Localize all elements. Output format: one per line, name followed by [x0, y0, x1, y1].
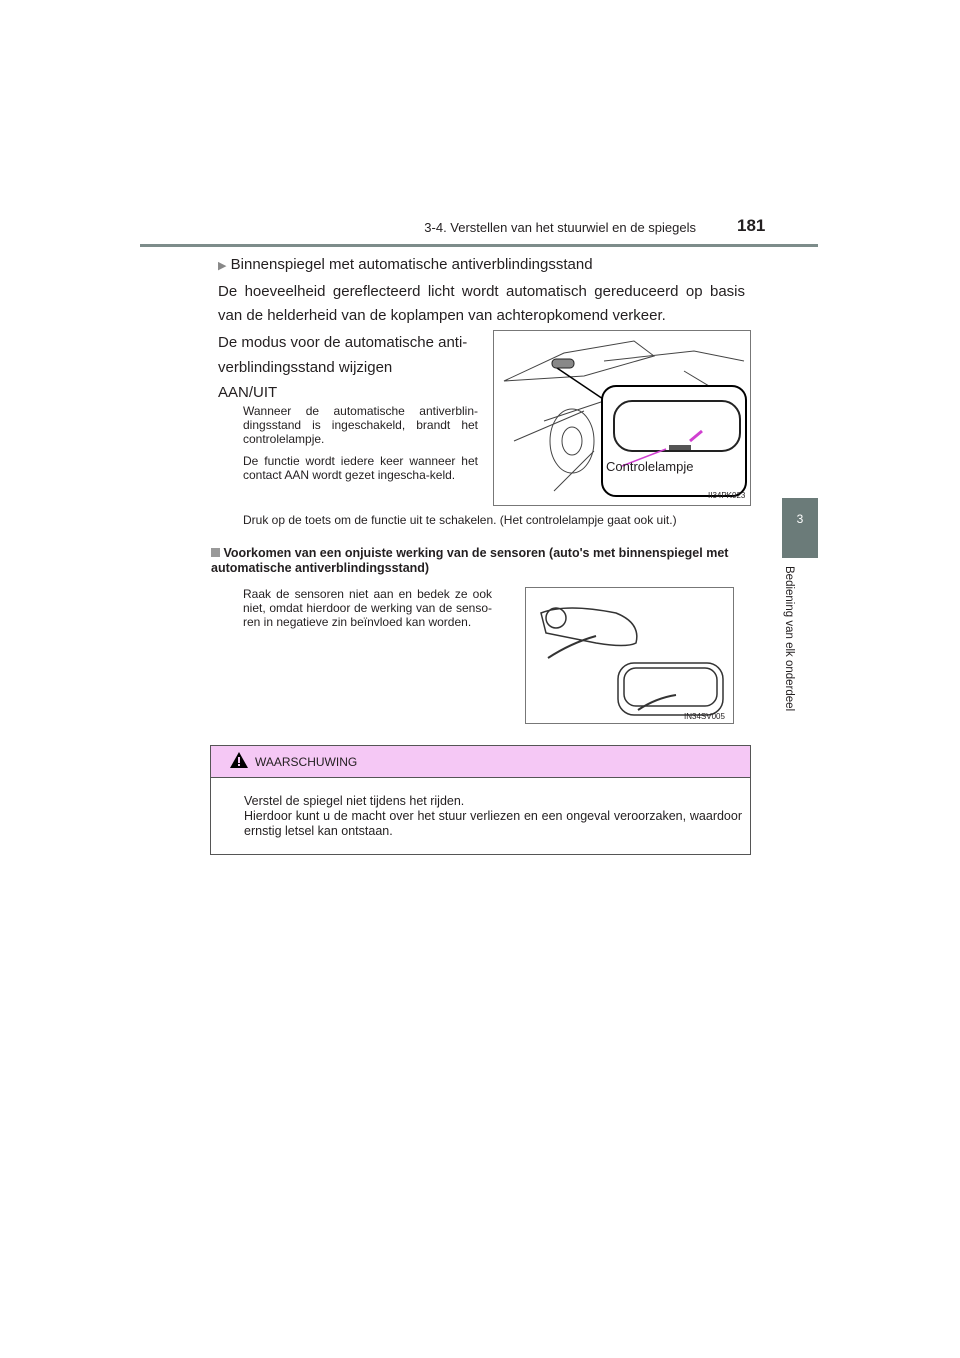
- onoff-label: AAN/UIT: [218, 384, 278, 401]
- chapter-label: Bediening van elk onderdeel: [783, 566, 795, 712]
- triangle-bullet-icon: ▶: [218, 260, 227, 272]
- figure-dashboard-mirror: [493, 330, 751, 506]
- warning-header: [211, 746, 750, 778]
- warning-triangle-icon: [229, 751, 249, 772]
- note-2: De functie wordt iedere keer wanneer het contact AAN wordt gezet ingescha-keld.: [243, 454, 478, 482]
- warning-line-1: Verstel de spiegel niet tijdens het rijden.: [244, 794, 465, 808]
- dashboard-illustration: [494, 331, 750, 505]
- mirror-sensors-illustration: [526, 588, 733, 723]
- header-rule: [140, 244, 818, 247]
- intro-paragraph: De hoeveelheid gereflecteerd licht wordt automatisch gereduceerd op basis van de helderheid van de koplampen van achteropkomend verkeer.: [218, 283, 745, 324]
- mode-line-2: verblindingsstand wijzigen: [218, 359, 393, 376]
- warning-title: WAARSCHUWING: [255, 754, 358, 769]
- chapter-tab: 3: [782, 498, 818, 558]
- figure-mirror-sensors: [525, 587, 734, 724]
- subheading-text: Binnenspiegel met automatische antiverblindingsstand: [230, 256, 593, 273]
- section-heading: [211, 546, 751, 576]
- figure-code: IN34SV005: [684, 712, 725, 721]
- callout-label: Controlelampje: [606, 459, 694, 474]
- square-bullet-icon: [211, 548, 220, 557]
- note-1: Wanneer de automatische antiverblin-dingsstand is ingeschakeld, brandt het controlelampje.: [243, 404, 478, 446]
- figure-code: II34PK023: [708, 491, 746, 500]
- warning-box: [210, 745, 751, 855]
- section-header: 3-4. Verstellen van het stuurwiel en de spiegels: [424, 220, 696, 235]
- section-heading-text: Voorkomen van een onjuiste werking van de sensoren (auto's met binnenspiegel met automatische antiverblindingsstand): [211, 546, 729, 575]
- subheading: [218, 253, 593, 278]
- warning-body: [211, 778, 750, 839]
- page-number: 181: [737, 216, 766, 235]
- section-paragraph: Raak de sensoren niet aan en bedek ze ook niet, omdat hierdoor de werking van de senso-ren in negatieve zin beïnvloed kan worden.: [243, 587, 492, 629]
- warning-line-2: Hierdoor kunt u de macht over het stuur verliezen en een ongeval veroorzaken, waardoor ernstig letsel kan ontstaan.: [244, 809, 742, 838]
- mode-line-1: De modus voor de automatische anti-: [218, 334, 468, 351]
- note-3: Druk op de toets om de functie uit te schakelen. (Het controlelampje gaat ook uit.): [243, 513, 677, 527]
